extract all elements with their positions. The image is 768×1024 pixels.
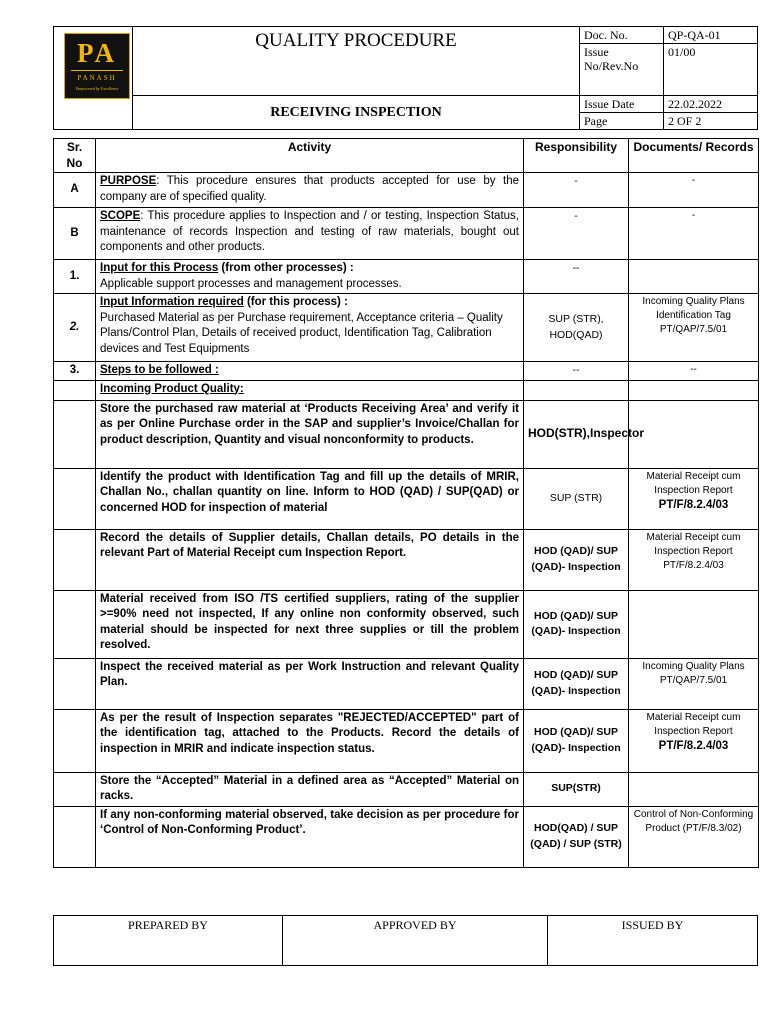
activity-cell: PURPOSE: This procedure ensures that products accepted for use by the company are of specified quality.: [96, 173, 524, 208]
doc-no-value: QP-QA-01: [664, 27, 758, 44]
logo-name: PANASH: [77, 74, 117, 82]
logo-mark: PA: [77, 38, 117, 68]
table-row: B SCOPE: This procedure applies to Inspection and / or testing, Inspection Status, maintenance of records Inspection and testing of raw materials, bought out components and other products. - -: [54, 208, 759, 260]
doc-cell: Material Receipt cum Inspection Report PT/F/8.2.4/03: [629, 468, 759, 529]
table-row: Material received from ISO /TS certified suppliers, rating of the supplier >=90% need not inspected, If any online non conformity observed, such material should be inspected for next three supplies or till the problem resolved. HOD (QAD)/ SUP (QAD)- Inspection: [54, 590, 759, 658]
table-row: If any non-conforming material observed, take decision as per procedure for ‘Control of Non-Conforming Product’. HOD(QAD) / SUP (QAD) / SUP (STR) Control of Non-Conforming Product (PT/F/8.3/02): [54, 806, 759, 867]
table-row: Store the purchased raw material at ‘Products Receiving Area’ and verify it as per Online Purchase order in the SAP and supplier’s Invoice/Challan for product description, Quantity and visual nonconformity to products. HOD(STR),Inspector: [54, 400, 759, 468]
table-row: A PURPOSE: This procedure ensures that products accepted for use by the company are of specified quality. - -: [54, 173, 759, 208]
issue-date-label: Issue Date: [580, 96, 664, 113]
col-header-responsibility: Responsibility: [524, 139, 629, 173]
table-row: 1. Input for this Process (from other processes) : Applicable support processes and management processes. --: [54, 260, 759, 294]
procedure-table: [53, 138, 759, 868]
doc-no-label: Doc. No.: [580, 27, 664, 44]
logo-cell: [54, 27, 133, 130]
activity-cell: Store the “Accepted” Material in a defined area as “Accepted” Material on racks.: [96, 772, 524, 806]
doc-cell: Material Receipt cum Inspection Report PT/F/8.2.4/03: [629, 709, 759, 772]
activity-cell: Input Information required (for this process) : Purchased Material as per Purchase requirement, Acceptance criteria – Quality Plans/Control Plan, Details of received product, Identification Tag, Calibration devices and Test Equipments: [96, 294, 524, 362]
activity-cell: Steps to be followed :: [96, 362, 524, 381]
table-row: Record the details of Supplier details, Challan details, PO details in the relevant Part of Material Receipt cum Inspection Report. HOD (QAD)/ SUP (QAD)- Inspection Material Receipt cum Inspection Report PT/F/8.2.4/03: [54, 529, 759, 590]
table-row: 2. Input Information required (for this process) : Purchased Material as per Purchase requirement, Acceptance criteria – Quality Plans/Control Plan, Details of received product, Identification Tag, Calibration devices and Test Equipments SUP (STR), HOD(QAD) Incoming Quality Plans Identification Tag PT/QAP/7.5/01: [54, 294, 759, 362]
issue-date-value: 22.02.2022: [664, 96, 758, 113]
table-row: 3. Steps to be followed : -- --: [54, 362, 759, 381]
page-value: 2 OF 2: [664, 113, 758, 130]
logo-tagline: Empowered by Excellence: [75, 86, 119, 91]
page-label: Page: [580, 113, 664, 130]
activity-cell: Incoming Product Quality:: [96, 380, 524, 400]
activity-cell: SCOPE: This procedure applies to Inspection and / or testing, Inspection Status, maintenance of records Inspection and testing of raw materials, bought out components and other products.: [96, 208, 524, 260]
issued-by: ISSUED BY: [548, 916, 758, 966]
document-header: [53, 26, 758, 130]
table-row: As per the result of Inspection separates "REJECTED/ACCEPTED" part of the identification tag, attached to the Products. Record the details of inspection in MRIR and indicate inspection status. HOD (QAD)/ SUP (QAD)- Inspection Material Receipt cum Inspection Report PT/F/8.2.4/03: [54, 709, 759, 772]
table-row: [54, 380, 759, 400]
approved-by: APPROVED BY: [283, 916, 548, 966]
issue-no-value: 01/00: [664, 44, 758, 96]
activity-cell: If any non-conforming material observed, take decision as per procedure for ‘Control of Non-Conforming Product’.: [96, 806, 524, 867]
table-row: Identify the product with Identification Tag and fill up the details of MRIR, Challan No., challan quantity on line. Inform to HOD (QAD) / SUP(QAD) or concerned HOD for inspection of material SUP (STR) Material Receipt cum Inspection Report PT/F/8.2.4/03: [54, 468, 759, 529]
activity-cell: Identify the product with Identification Tag and fill up the details of MRIR, Challan No., challan quantity on line. Inform to HOD (QAD) / SUP(QAD) or concerned HOD for inspection of material: [96, 468, 524, 529]
prepared-by: PREPARED BY: [54, 916, 283, 966]
document-title: QUALITY PROCEDURE: [133, 27, 580, 96]
activity-cell: As per the result of Inspection separates "REJECTED/ACCEPTED" part of the identification tag, attached to the Products. Record the details of inspection in MRIR and indicate inspection status.: [96, 709, 524, 772]
col-header-activity: Activity: [96, 139, 524, 173]
col-header-sr: Sr. No: [54, 139, 96, 173]
issue-no-label: Issue No/Rev.No: [580, 44, 664, 96]
activity-cell: Store the purchased raw material at ‘Products Receiving Area’ and verify it as per Online Purchase order in the SAP and supplier’s Invoice/Challan for product description, Quantity and visual nonconformity to products.: [96, 400, 524, 468]
table-row: Store the “Accepted” Material in a defined area as “Accepted” Material on racks. SUP(STR): [54, 772, 759, 806]
activity-cell: Input for this Process (from other processes) : Applicable support processes and management processes.: [96, 260, 524, 294]
table-row: Inspect the received material as per Work Instruction and relevant Quality Plan. HOD (QAD)/ SUP (QAD)- Inspection Incoming Quality Plans PT/QAP/7.5/01: [54, 658, 759, 709]
activity-cell: Material received from ISO /TS certified suppliers, rating of the supplier >=90% need not inspected, If any online non conformity observed, such material should be inspected for next three supplies or till the problem resolved.: [96, 590, 524, 658]
document-subtitle: RECEIVING INSPECTION: [133, 96, 580, 130]
activity-cell: Record the details of Supplier details, Challan details, PO details in the relevant Part of Material Receipt cum Inspection Report.: [96, 529, 524, 590]
signature-table: [53, 915, 758, 966]
col-header-documents: Documents/ Records: [629, 139, 759, 173]
activity-cell: Inspect the received material as per Work Instruction and relevant Quality Plan.: [96, 658, 524, 709]
panash-logo: [64, 33, 130, 99]
